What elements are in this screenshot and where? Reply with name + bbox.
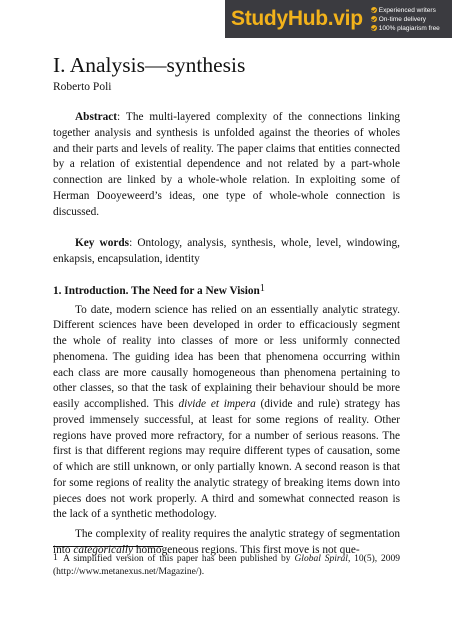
paper-body: [53, 52, 400, 559]
footnote-text-1: A simplified version of this paper has been published by: [63, 554, 295, 564]
footnote-ref[interactable]: 1: [259, 282, 265, 294]
keywords-label: Key words: [75, 237, 130, 250]
check-icon: [371, 7, 377, 13]
intro-text-1: To date, modern science has relied on an essentially analytic strategy. Different sciences have been developed in order to efficaciously segment the whole of reality into classes of more or less uniformly connected phenomena. The guiding idea has been that phenomena occurring within each class are more causally homogeneous than phenomena pertaining to other classes, so that the task of explaining their behaviour should be more easily accomplished. This: [53, 303, 400, 410]
check-icon: [371, 25, 377, 31]
studyhub-banner[interactable]: [225, 0, 452, 38]
paper-title: I. Analysis—synthesis: [53, 53, 246, 77]
abstract-paragraph: [53, 110, 400, 220]
perk-item: [371, 16, 440, 23]
intro-emphasis: divide et impera: [178, 398, 256, 410]
para2-emphasis: categorically: [73, 543, 134, 556]
abstract-text: : The multi-layered complexity of the connections linking together analysis and synthesis is unfolded against the theories of wholes and their parts and levels of reality. The paper claims that entities connected by a relation of existential dependence and not related by a part-whole connection are linked by a whole-whole relation. In exploiting some of Herman Dooyeweerd’s ideas, one type of whole-whole connection is discussed.: [53, 111, 400, 218]
footnote-text-2: , 10(5), 2009 (http://www.metanexus.net/Magazine/).: [53, 554, 401, 577]
check-icon: [371, 16, 377, 22]
footnote-divider: [53, 546, 163, 547]
abstract-label: Abstract: [75, 111, 118, 123]
para2-text-2: homogeneous regions. This first move is not que-: [133, 543, 360, 556]
keywords-text: : Ontology, analysis, synthesis, whole, level, windowing, enkapsis, encapsulation, identity: [53, 237, 400, 265]
banner-perks: [371, 7, 440, 32]
keywords-paragraph: [53, 236, 400, 268]
footnote: [53, 552, 400, 579]
studyhub-logo[interactable]: StudyHub.vip: [231, 7, 363, 30]
perk-label: 100% plagiarism free: [378, 24, 440, 32]
para2-text-1: The complexity of reality requires the analytic strategy of segmentation into: [53, 528, 400, 556]
footnote-emphasis: Global Spiral: [294, 554, 348, 564]
paper-author: Roberto Poli: [53, 81, 112, 93]
perk-label: Experienced writers: [378, 6, 436, 14]
perk-item: [371, 7, 440, 14]
section-heading-text: 1. Introduction. The Need for a New Vision: [53, 284, 260, 297]
footnote-mark: 1: [53, 553, 58, 563]
intro-paragraph: [53, 303, 400, 524]
perk-item: [371, 25, 440, 32]
section-heading: [53, 281, 400, 300]
intro-text-2: (divide and rule) strategy has proved immensely successful, at least for some regions of reality. Other regions have proved more refractory, for a number of serious reasons. The first is that different regions may require different types of causation, some of which are still unknown, or only partially known. A second reason is that for some regions of reality the analytic strategy of breaking items down into pieces does not work properly. A third and somewhat connected reason is the lack of a synthetic methodology.: [53, 398, 400, 521]
perk-label: On-time delivery: [378, 15, 427, 23]
